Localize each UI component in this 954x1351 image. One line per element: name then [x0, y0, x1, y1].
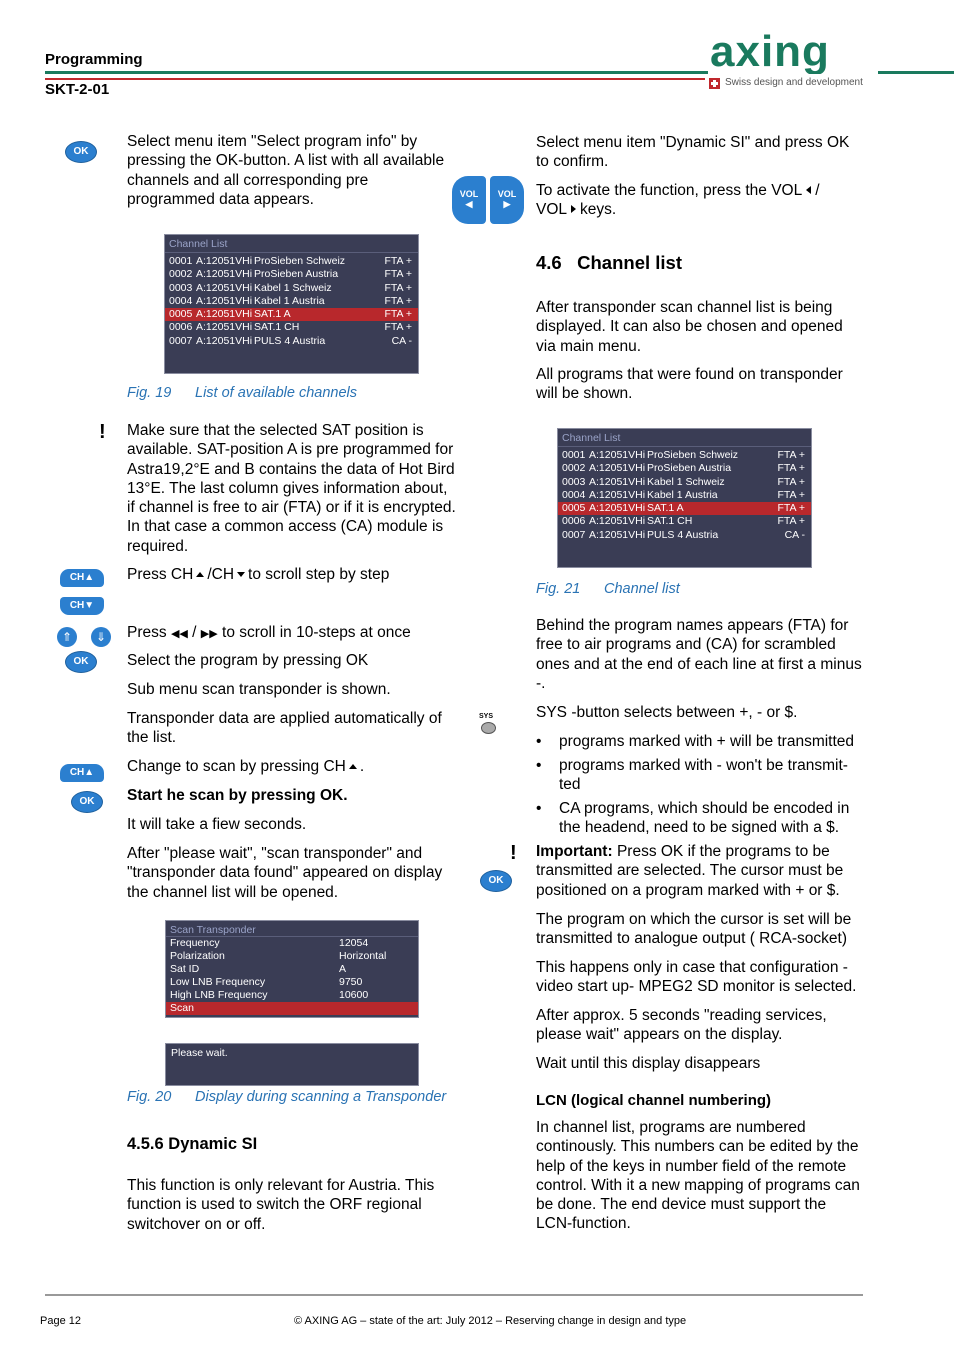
channel-row	[558, 462, 811, 475]
scan-transponder-screenshot	[165, 920, 419, 1018]
footer-rule	[45, 1294, 863, 1296]
fig20-caption	[127, 1089, 446, 1105]
vol-left-button-icon: VOL ◀	[452, 176, 486, 224]
scan-row	[166, 989, 418, 1002]
ok-button-icon-3: OK	[71, 791, 103, 813]
channel-row	[165, 335, 418, 348]
triangle-up-icon	[196, 572, 204, 577]
page-down-icon: ⇓	[91, 627, 111, 647]
channel-name: ProSieben Austria	[254, 268, 339, 281]
channel-num: 0003	[169, 281, 193, 294]
sys-button-label: SYS	[479, 713, 494, 720]
important-label: Important:	[536, 843, 613, 860]
fig20-text: Display during scanning a Transponder	[195, 1089, 447, 1105]
channel-list-all-programs: All programs that were found on transponder will be shown.	[536, 366, 843, 403]
bullet-text-3: CA programs, which should be encoded in the headend, need to be signed with a $.	[559, 800, 850, 837]
press-ch-b: /CH	[207, 566, 235, 583]
fast-forward-icon: ▶▶	[200, 628, 218, 640]
cursor-transmit-text: The program on which the cursor is set will be transmitted to analogue output ( RCA-socket)	[536, 911, 852, 948]
channel-flag: FTA +	[777, 462, 805, 475]
lcn-text: In channel list, programs are numbered continously. This numbers can be edited by the help of the keys in number field of the remote control. With it a new mapping of programs can be done. The end device must support the LCN-function.	[536, 1119, 860, 1233]
ok-button-icon-4: OK	[480, 870, 512, 892]
start-scan-text: Start he scan by pressing OK.	[127, 787, 348, 804]
reading-services-text: After approx. 5 seconds "reading services, please wait" appears on the display.	[536, 1007, 827, 1044]
swiss-flag-icon	[709, 78, 720, 89]
scan-label: High LNB Frequency	[170, 989, 268, 1001]
vol-right-button-icon: VOL ▶	[490, 176, 524, 224]
fta-ca-explanation: Behind the program names appears (FTA) for free to air programs and (CA) for scrambled ones and at the end of each line at first a minus -.	[536, 617, 862, 692]
fig21-text: Channel list	[604, 581, 680, 597]
channel-tp: A:12051VHi	[589, 475, 646, 488]
wait-until-text: Wait until this display disappears	[536, 1055, 761, 1072]
channel-list-screenshot-1	[164, 234, 419, 374]
sys-button-icon	[481, 722, 496, 734]
dynamic-si-select-text: Select menu item "Dynamic SI" and press OK to confirm.	[536, 134, 850, 171]
channel-num: 0005	[169, 308, 193, 321]
channel-row	[558, 449, 811, 462]
channel-tp: A:12051VHi	[589, 449, 646, 461]
vol-left-label: VOL	[459, 189, 479, 199]
channel-list-rows	[165, 253, 418, 348]
channel-row	[558, 476, 811, 489]
channel-num: 0005	[562, 502, 586, 515]
channel-row	[165, 295, 418, 308]
channel-num: 0002	[169, 268, 193, 281]
page-up-icon: ⇑	[57, 627, 77, 647]
press-10-c: to scroll in 10-steps at once	[222, 624, 411, 641]
triangle-right-icon	[571, 205, 576, 213]
channel-tp: A:12051VHi	[589, 502, 646, 515]
channel-tp: A:12051VHi	[589, 488, 646, 501]
press-10-steps-text	[127, 623, 457, 644]
channel-row	[165, 255, 418, 268]
channel-flag: FTA +	[777, 515, 805, 528]
change-scan-b: .	[359, 758, 365, 775]
channel-name: Kabel 1 Schweiz	[254, 281, 332, 294]
channel-num: 0003	[562, 475, 586, 488]
change-scan-a: Change to scan by pressing CH	[127, 758, 346, 775]
channel-flag: FTA +	[384, 268, 412, 281]
channel-tp: A:12051VHi	[196, 321, 253, 334]
vol-activate-text	[536, 181, 866, 220]
fig21-number: Fig. 21	[536, 581, 581, 597]
select-program-text: Select the program by pressing OK	[127, 652, 369, 669]
scan-value: Horizontal	[339, 950, 387, 962]
channel-name: PULS 4 Austria	[254, 334, 326, 347]
dynamic-si-heading: 4.5.6 Dynamic SI	[127, 1135, 258, 1153]
transponder-applied-text: Transponder data are applied automatically of the list.	[127, 710, 442, 747]
fig21-caption	[536, 581, 680, 597]
change-scan-text	[127, 757, 457, 776]
scan-label: Scan	[170, 1002, 194, 1014]
ch-down-button-icon: CH▼	[60, 597, 104, 615]
channel-row	[165, 282, 418, 295]
channel-list-title-2: Channel List	[558, 429, 811, 447]
scan-label: Polarization	[170, 950, 225, 962]
channel-name: Kabel 1 Austria	[647, 488, 718, 501]
scan-value: 12054	[339, 937, 369, 949]
exclamation-icon-2: !	[510, 842, 517, 864]
channel-list-heading: 4.6 Channel list	[536, 252, 682, 273]
channel-flag: FTA +	[777, 488, 805, 501]
channel-list-title: Channel List	[165, 235, 418, 253]
channel-name: ProSieben Schweiz	[647, 449, 739, 461]
press-ch-a: Press CH	[127, 566, 194, 583]
bullet-text-2: programs marked with - won't be transmit-ted	[559, 757, 848, 794]
channel-num: 0002	[562, 462, 586, 475]
scan-row	[166, 976, 418, 989]
important-note	[536, 842, 866, 900]
channel-tp: A:12051VHi	[196, 294, 253, 307]
bullet-text-1: programs marked with + will be transmitted	[559, 733, 855, 750]
channel-flag: FTA +	[384, 321, 412, 334]
channel-flag: FTA +	[384, 308, 412, 321]
channel-row	[558, 515, 811, 528]
channel-tp: A:12051VHi	[589, 462, 646, 475]
fig19-number: Fig. 19	[127, 385, 172, 401]
configuration-text: This happens only in case that configuration - video start up- MPEG2 SD monitor is selected.	[536, 959, 857, 996]
channel-list-rows-2	[558, 447, 811, 542]
channel-name: ProSieben Austria	[647, 462, 732, 475]
channel-num: 0006	[169, 321, 193, 334]
channel-num: 0004	[562, 488, 586, 501]
vol-d: keys.	[580, 201, 617, 219]
few-seconds-text: It will take a fiew seconds.	[127, 816, 307, 833]
channel-flag: FTA +	[384, 281, 412, 294]
rewind-icon: ◀◀	[170, 628, 188, 640]
channel-tp: A:12051VHi	[196, 334, 253, 347]
after-wait-text: After "please wait", "scan transponder" and "transponder data found" appeared on display the channel list will be opened.	[127, 845, 443, 901]
ch-up-button-icon: CH▲	[60, 569, 104, 587]
bullet-item: • programs marked with + will be transmitted	[536, 732, 870, 752]
scan-label: Frequency	[170, 937, 220, 949]
channel-list-intro: After transponder scan channel list is being displayed. It can also be chosen and opened via main menu.	[536, 299, 843, 355]
channel-row	[558, 489, 811, 502]
select-program-info-text: Select menu item "Select program info" by pressing the OK-button. A list with all available channels and all corresponding pre programmed data appears.	[127, 133, 445, 208]
channel-tp: A:12051VHi	[196, 268, 253, 281]
channel-tp: A:12051VHi	[196, 281, 253, 294]
lcn-heading: LCN (logical channel numbering)	[536, 1092, 772, 1109]
scan-row	[166, 937, 418, 950]
channel-flag: FTA +	[384, 255, 412, 267]
press-ch-text	[127, 565, 457, 584]
bullet-item: • CA programs, which should be encoded in the headend, need to be signed with a $.	[536, 799, 870, 839]
channel-flag: FTA +	[384, 294, 412, 307]
press-10-b: /	[192, 624, 197, 641]
bullet-item: • programs marked with - won't be transmit-ted	[536, 756, 870, 796]
scan-value: A	[339, 963, 347, 975]
fig19-text: List of available channels	[195, 385, 358, 401]
triangle-left-icon	[806, 186, 811, 194]
sys-select-text: SYS -button selects between +, - or $.	[536, 704, 798, 721]
axing-logo-mark	[708, 30, 878, 74]
scan-row	[166, 963, 418, 976]
vol-a: To activate the function, press the VOL	[536, 182, 803, 199]
channel-name: SAT.1 A	[647, 502, 684, 515]
fig19-caption	[127, 385, 357, 401]
channel-tp: A:12051VHi	[589, 528, 646, 541]
scan-value: 9750	[339, 976, 363, 988]
logo-text: axing	[710, 30, 830, 74]
channel-row	[165, 268, 418, 281]
channel-name: SAT.1 CH	[647, 515, 693, 528]
channel-tp: A:12051VHi	[196, 308, 253, 321]
fig20-number: Fig. 20	[127, 1089, 172, 1105]
sat-position-note: Make sure that the selected SAT position is available. SAT-position A is pre programmed for Astra19,2°E and B contains the data of Hot Bird 13°E. The last column gives information about, if channel is free to air (FTA) or if it is encrypted. In that case a common access (CA) module is required.	[127, 422, 456, 555]
channel-flag: FTA +	[777, 449, 805, 461]
channel-num: 0007	[562, 528, 586, 541]
exclamation-icon: !	[99, 421, 106, 443]
vol-b: /	[815, 182, 820, 199]
important-text: Press OK if the programs to be transmitted are selected. The cursor must be positioned on a program marked with + or $.	[536, 843, 844, 899]
channel-name: SAT.1 A	[254, 308, 291, 321]
model-number: SKT-2-01	[45, 81, 110, 98]
channel-flag: CA -	[391, 334, 412, 347]
channel-num: 0001	[562, 449, 586, 461]
channel-num: 0007	[169, 334, 193, 347]
channel-name: SAT.1 CH	[254, 321, 300, 334]
channel-name: Kabel 1 Schweiz	[647, 475, 725, 488]
page-number: Page 12	[40, 1315, 81, 1327]
scan-rows	[166, 937, 418, 1015]
channel-row	[165, 321, 418, 334]
section-title: Programming	[45, 51, 143, 68]
channel-tp: A:12051VHi	[589, 515, 646, 528]
channel-num: 0001	[169, 255, 193, 267]
channel-row	[165, 308, 418, 321]
please-wait-screenshot	[165, 1043, 419, 1086]
ok-button-icon-2: OK	[65, 651, 97, 673]
channel-row	[558, 502, 811, 515]
scan-value: 10600	[339, 989, 369, 1001]
channel-num: 0004	[169, 294, 193, 307]
channel-flag: FTA +	[777, 502, 805, 515]
press-10-a: Press	[127, 624, 167, 641]
tagline: Swiss design and development	[725, 77, 863, 88]
scan-title: Scan Transponder	[166, 921, 418, 937]
vol-right-label: VOL	[497, 189, 517, 199]
scan-row	[166, 1002, 418, 1015]
triangle-up-icon-2	[349, 764, 357, 769]
dynamic-si-text: This function is only relevant for Austria. This function is used to switch the ORF regional switchover on or off.	[127, 1177, 435, 1233]
header-rule-red	[45, 78, 705, 80]
triangle-down-icon	[237, 572, 245, 577]
copyright: © AXING AG – state of the art: July 2012 – Reserving change in design and type	[294, 1315, 687, 1327]
channel-num: 0006	[562, 515, 586, 528]
channel-name: PULS 4 Austria	[647, 528, 719, 541]
vol-c: VOL	[536, 201, 568, 219]
scan-label: Sat ID	[170, 963, 200, 975]
channel-flag: CA -	[784, 528, 805, 541]
scan-label: Low LNB Frequency	[170, 976, 266, 988]
channel-row	[558, 529, 811, 542]
channel-name: ProSieben Schweiz	[254, 255, 346, 267]
ch-up-button-icon-2: CH▲	[60, 764, 104, 782]
scan-row	[166, 950, 418, 963]
channel-list-screenshot-2	[557, 428, 812, 568]
please-wait-text: Please wait.	[171, 1047, 228, 1059]
ok-button-icon: OK	[65, 141, 97, 163]
axing-logo	[708, 30, 878, 74]
channel-tp: A:12051VHi	[196, 255, 253, 267]
channel-name: Kabel 1 Austria	[254, 294, 325, 307]
press-ch-c: to scroll step by step	[248, 566, 390, 583]
sub-menu-text: Sub menu scan transponder is shown.	[127, 681, 391, 698]
channel-flag: FTA +	[777, 475, 805, 488]
